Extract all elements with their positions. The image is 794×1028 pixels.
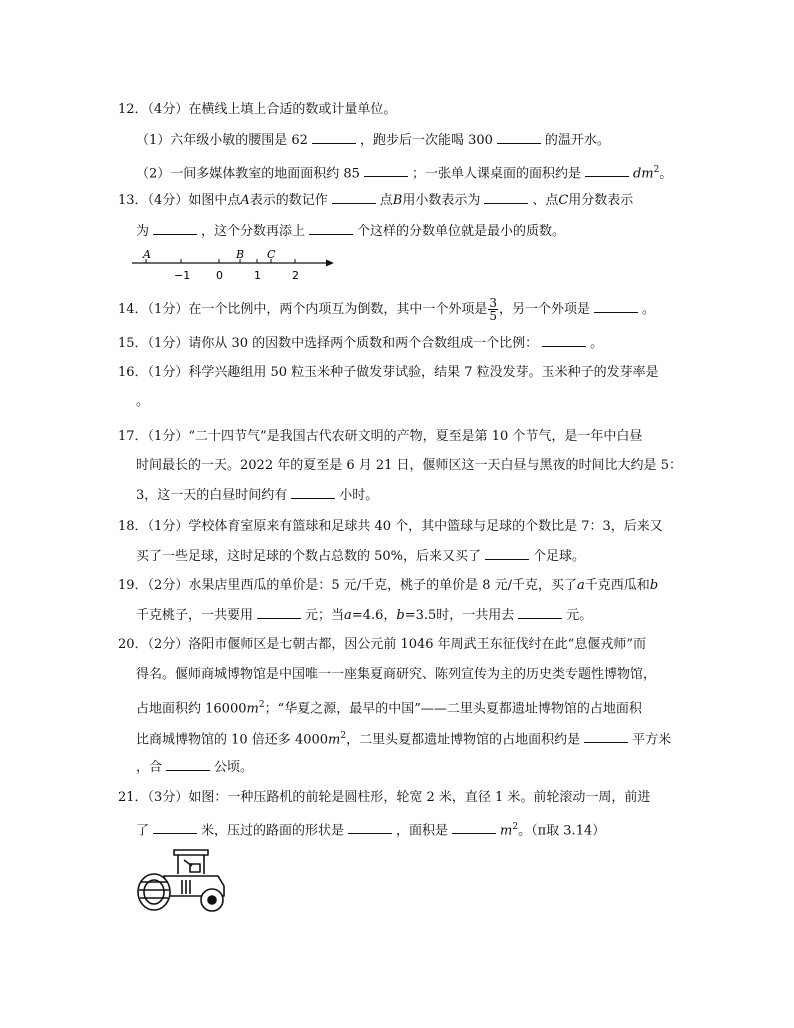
- q20-line2: 得名。偃师商城博物馆是中国唯一一座集夏商研究、陈列宣传为主的历史类专题性博物馆，: [136, 667, 657, 682]
- road-roller-illustration: [134, 846, 234, 916]
- answer-blank[interactable]: [452, 821, 496, 834]
- answer-blank[interactable]: [153, 821, 197, 834]
- answer-blank[interactable]: [485, 547, 529, 560]
- q12-stem: 12．（4分）在横线上填上合适的数或计量单位。: [118, 102, 397, 117]
- q15-stem: 15．（1分）请你从 30 的因数中选择两个质数和两个合数组成一个比例： 。: [118, 336, 604, 351]
- point-label-A: A: [143, 248, 151, 261]
- tick-label-2: 2: [292, 269, 299, 282]
- answer-blank[interactable]: [257, 606, 301, 619]
- tick-label-minus1: −1: [174, 269, 191, 282]
- q20-line5: ，合 公顷。: [136, 760, 254, 775]
- number-line-figure: [130, 246, 336, 286]
- answer-blank[interactable]: [166, 758, 210, 771]
- answer-blank[interactable]: [309, 222, 353, 235]
- q16-stem: 16．（1分）科学兴趣组用 50 粒玉米种子做发芽试验，结果 7 粒没发芽。玉米种子的发芽率是: [118, 365, 659, 380]
- point-label-B: B: [236, 248, 245, 261]
- answer-blank[interactable]: [332, 191, 376, 204]
- answer-blank[interactable]: [364, 164, 408, 177]
- q17-line1: 17．（1分）“二十四节气”是我国古代农研文明的产物，夏至是第 10 个节气，是一年中白昼: [118, 429, 643, 444]
- q20-line3: 占地面积约 $16000m^2$；“华夏之源，最早的中国”——二里头夏都遗址博物馆的占地面积: [136, 700, 642, 717]
- fraction-three-fifths: $\frac{3}{5}$: [489, 296, 497, 323]
- q21-line2: 了 米，压过的路面的形状是 ，面积是 $m^2$。（π取 3.14）: [136, 822, 606, 839]
- q18-line1: 18．（1分）学校体育室原来有篮球和足球共 40 个，其中篮球与足球的个数比是 7：3，后来又: [118, 519, 663, 534]
- q21-line1: 21．（3分）如图：一种压路机的前轮是圆柱形，轮宽 2 米，直径 1 米。前轮滚动一周，前进: [118, 790, 651, 805]
- answer-blank[interactable]: [312, 131, 356, 144]
- tick-label-1: 1: [254, 269, 261, 282]
- point-label-C: C: [267, 248, 276, 261]
- q13-line1: 13．（4分）如图中点A表示的数记作 点B用小数表示为 、点C用分数表示: [118, 193, 634, 208]
- answer-blank[interactable]: [348, 821, 392, 834]
- answer-blank[interactable]: [594, 300, 638, 313]
- q12-part2: （2）一间多媒体教室的地面面积约 85 ；一张单人课桌面的面积约是 $dm^2$。: [136, 165, 673, 182]
- q17-line3: 3，这一天的白昼时间约有 小时。: [136, 488, 379, 503]
- q13-line2: 为 ，这个分数再添上 个这样的分数单位就是最小的质数。: [136, 224, 566, 239]
- answer-blank[interactable]: [585, 164, 629, 177]
- q20-line1: 20．（2分）洛阳市偃师区是七朝古都，因公元前 1046 年周武王东征伐纣在此“息偃戎师”而: [118, 637, 646, 652]
- answer-blank[interactable]: [484, 191, 528, 204]
- q17-line2: 时间最长的一天。2022 年的夏至是 6 月 21 日，偃师区这一天白昼与黑夜的时间比大约是 5：: [136, 458, 682, 473]
- answer-blank[interactable]: [497, 131, 541, 144]
- number-line-arrow: [326, 260, 334, 267]
- answer-blank[interactable]: [291, 486, 335, 499]
- q18-line2: 买了一些足球，这时足球的个数占总数的 50%，后来又买了 个足球。: [136, 549, 586, 564]
- q20-line4: 比商城博物馆的 10 倍还多 $4000m^2$，二里头夏都遗址博物馆的占地面积约是 平方米: [136, 731, 672, 748]
- q19-line1: 19．（2分）水果店里西瓜的单价是：5 元/千克，桃子的单价是 8 元/千克，买了a千克西瓜和b: [118, 578, 659, 593]
- answer-blank[interactable]: [518, 606, 562, 619]
- q14-stem: 14．（1分）在一个比例中，两个内项互为倒数，其中一个外项是 $\frac{3}{5}$ ，另一个外项是 。: [118, 296, 655, 323]
- answer-blank[interactable]: [584, 730, 628, 743]
- q16-line2: 。: [136, 394, 150, 409]
- answer-blank[interactable]: [153, 222, 197, 235]
- answer-blank[interactable]: [542, 334, 586, 347]
- q12-part1: （1）六年级小敏的腰围是 62 ，跑步后一次能喝 300 的温开水。: [136, 133, 610, 148]
- tick-label-0: 0: [216, 269, 223, 282]
- q19-line2: 千克桃子，一共要用 元；当a=4.6，b=3.5时，一共用去 元。: [136, 608, 593, 623]
- canopy: [174, 850, 208, 855]
